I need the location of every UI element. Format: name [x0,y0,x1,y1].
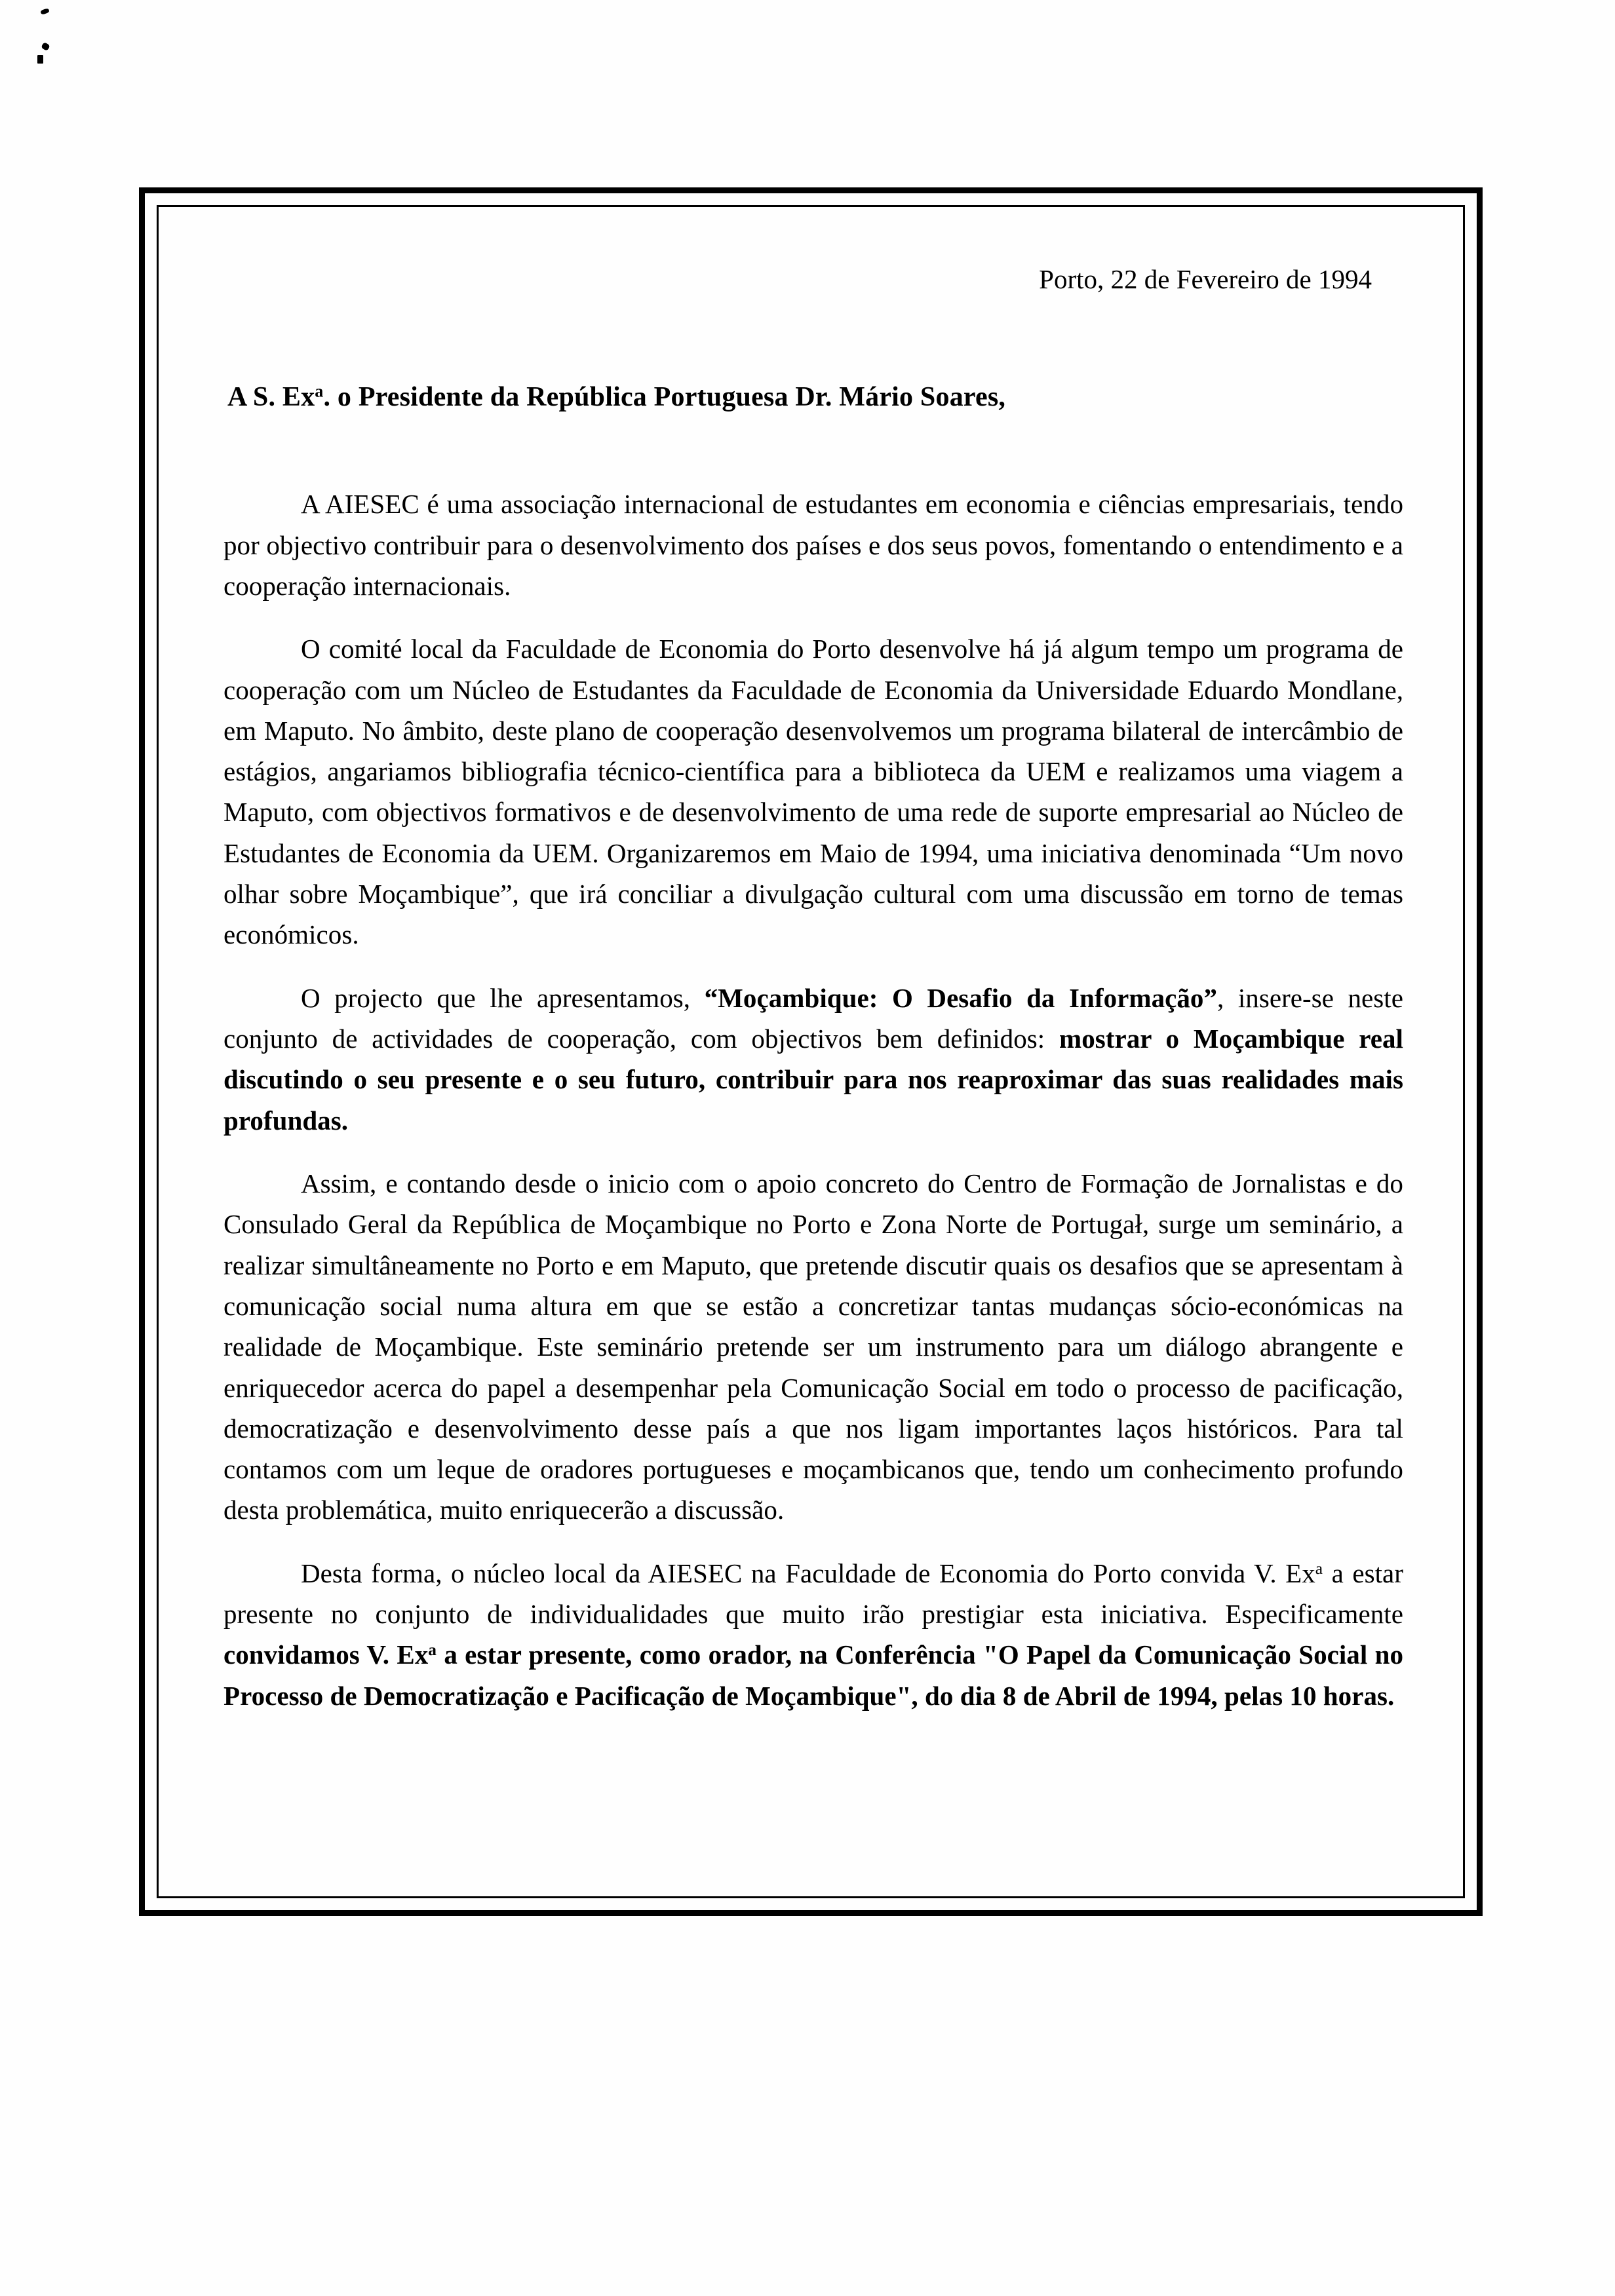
salutation-superscript: a [315,381,324,401]
paragraph-3 [224,978,1403,1141]
scan-artifact-mark [41,42,50,51]
salutation [227,381,1403,413]
paragraph-1: A AIESEC é uma associação internacional de estudantes em economia e ciências empresariais, tendo por objectivo contribuir para o desenvolvimento dos países e dos seus povos, fomentando o entendimento e a cooperação internacionais. [224,489,1403,601]
date-line: Porto, 22 de Fevereiro de 1994 [1039,264,1372,294]
conference-bold: a estar presente, como orador, na Conferência "O Papel da Comunicação Social no Processo de Democratização e Pacificação de Moçambique", do dia 8 de Abril de 1994, pelas 10 horas. [224,1639,1403,1711]
paragraph-5-superscript-2: a [428,1641,437,1660]
paragraph-3-middle: , insere-se neste conjunto de actividades de cooperação, com objectivos bem definidos: [224,982,1404,1054]
invitation-bold-1: convidamos V. Ex [224,1639,429,1670]
scan-artifact-mark [40,8,50,15]
objectives-bold: mostrar o Moçambique real discutindo o seu presente e o seu futuro, contribuir para nos reaproximar das suas realidades mais profundas. [224,1024,1403,1136]
paragraph-5-superscript-1: a [1315,1559,1323,1578]
page-border-outer [139,187,1483,1916]
project-title-bold: “Moçambique: O Desafio da Informação” [704,982,1218,1013]
scan-artifact-mark [37,55,43,64]
salutation-prefix: A S. Ex [227,382,315,413]
paragraph-3-lead: O projecto que lhe apresentamos, [301,982,705,1013]
letter-body [224,247,1403,1884]
paragraph-5 [224,1553,1403,1716]
paragraph-5-lead: Desta forma, o núcleo local da AIESEC na Faculdade de Economia do Porto convida V. Ex [301,1558,1315,1588]
salutation-rest: . o Presidente da República Portuguesa Dr. Mário Soares, [323,382,1006,413]
paragraph-5-middle: a estar presente no conjunto de individualidades que muito irão prestigiar esta iniciativa. Especificamente [224,1558,1403,1630]
paragraph-2: O comité local da Faculdade de Economia do Porto desenvolve há já algum tempo um programa de cooperação com um Núcleo de Estudantes da Faculdade de Economia da Universidade Eduardo Mondlane, em Maputo. No âmbito, deste plano de cooperação desenvolvemos um programa bilateral de intercâmbio de estágios, angariamos bibliografia técnico-científica para a biblioteca da UEM e realizamos uma viagem a Maputo, com objectivos formativos e de desenvolvimento de uma rede de suporte empresarial ao Núcleo de Estudantes de Economia da UEM. Organizaremos em Maio de 1994, uma iniciativa denominada “Um novo olhar sobre Moçambique”, que irá conciliar a divulgação cultural com uma discussão em torno de temas económicos. [224,634,1403,950]
paragraph-4: Assim, e contando desde o inicio com o apoio concreto do Centro de Formação de Jornalistas e do Consulado Geral da República de Moçambique no Porto e Zona Norte de Portugał, surge um seminário, a realizar simultâneamente no Porto e em Maputo, que pretende discutir quais os desafios que se apresentam à comunicação social numa altura em que se estão a concretizar tantas mudanças sócio-económicas na realidade de Moçambique. Este seminário pretende ser um instrumento para um diálogo abrangente e enriquecedor acerca do papel a desempenhar pela Comunicação Social em todo o processo de pacificação, democratização e desenvolvimento desse país a que nos ligam importantes laços históricos. Para tal contamos com um leque de oradores portugueses e moçambicanos que, tendo um conhecimento profundo desta problemática, muito enriquecerão a discussão. [224,1168,1403,1525]
